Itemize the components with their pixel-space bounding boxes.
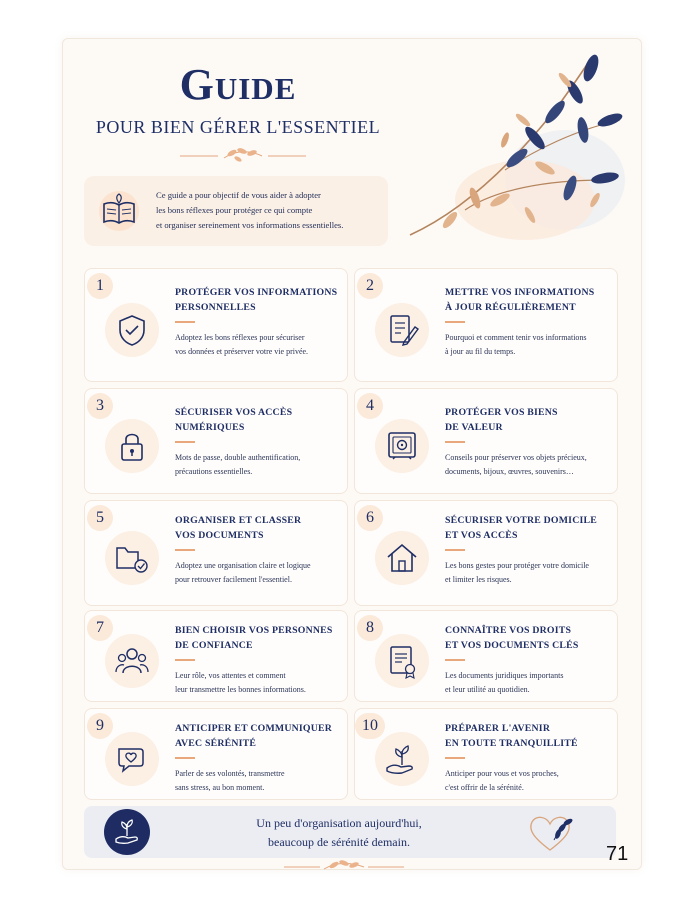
card-divider [175, 757, 195, 759]
card-description [175, 451, 343, 479]
card-divider [445, 321, 465, 323]
intro-text [156, 188, 382, 233]
card-description-line: pour retrouver facilement l'essentiel. [175, 575, 292, 584]
card-divider [445, 659, 465, 661]
card-divider [175, 549, 195, 551]
card-title-line: AVEC SÉRÉNITÉ [175, 738, 257, 749]
card-title [175, 513, 343, 543]
card-title-line: DE CONFIANCE [175, 640, 253, 651]
card-description-line: Parler de ses volontés, transmettre [175, 769, 285, 778]
hand-plant-badge-icon [104, 809, 150, 855]
topic-card [354, 500, 618, 606]
card-description-line: vos données et préserver votre vie privée. [175, 347, 309, 356]
card-description-line: documents, bijoux, œuvres, souvenirs… [445, 467, 574, 476]
card-divider [175, 321, 195, 323]
card-title-line: METTRE VOS INFORMATIONS [445, 287, 595, 298]
topic-card [84, 610, 348, 702]
card-title-line: ORGANISER ET CLASSER [175, 515, 302, 526]
card-number: 4 [357, 393, 383, 419]
card-divider [175, 441, 195, 443]
card-title [445, 285, 613, 315]
intro-line: Ce guide a pour objectif de vous aider à adopter [156, 190, 321, 200]
card-title-line: ET VOS ACCÈS [445, 530, 518, 541]
folder-check-icon [105, 531, 159, 585]
card-description-line: et limiter les risques. [445, 575, 512, 584]
card-number: 5 [87, 505, 113, 531]
footer-quote [214, 814, 464, 852]
open-book-icon [96, 190, 142, 232]
card-number: 2 [357, 273, 383, 299]
intro-line: et organiser sereinement vos informations essentielles. [156, 220, 344, 230]
intro-box [84, 176, 388, 246]
bottom-leaf-ornament-icon [284, 857, 404, 875]
safe-icon [375, 419, 429, 473]
card-description-line: à jour au fil du temps. [445, 347, 516, 356]
card-title [175, 721, 343, 751]
card-description [175, 669, 343, 697]
card-description-line: sans stress, au bon moment. [175, 783, 265, 792]
card-number: 10 [355, 713, 385, 739]
card-description-line: précautions essentielles. [175, 467, 253, 476]
card-description [175, 767, 343, 795]
card-title-line: PERSONNELLES [175, 302, 256, 313]
card-description-line: Conseils pour préserver vos objets précieux, [445, 453, 587, 462]
card-number: 8 [357, 615, 383, 641]
page-number: 71 [606, 843, 629, 865]
page-subtitle: POUR BIEN GÉRER L'ESSENTIEL [95, 117, 381, 137]
card-description [445, 451, 613, 479]
card-description-line: leur transmettre les bonnes informations. [175, 685, 306, 694]
topic-card [354, 708, 618, 800]
card-description [445, 669, 613, 697]
card-title [445, 721, 613, 751]
card-description-line: Adoptez une organisation claire et logique [175, 561, 311, 570]
padlock-icon [105, 419, 159, 473]
footer-line: Un peu d'organisation aujourd'hui, [256, 816, 422, 830]
topic-card [354, 610, 618, 702]
shield-check-icon [105, 303, 159, 357]
card-title-line: PRÉPARER L'AVENIR [445, 723, 551, 734]
document-pen-icon [375, 303, 429, 357]
card-divider [445, 757, 465, 759]
card-description-line: Anticiper pour vous et vos proches, [445, 769, 559, 778]
card-description [445, 331, 613, 359]
card-number: 6 [357, 505, 383, 531]
card-description-line: Mots de passe, double authentification, [175, 453, 301, 462]
heart-leaves-icon [524, 810, 576, 854]
card-title [175, 285, 343, 315]
card-title-line: SÉCURISER VOTRE DOMICILE [445, 515, 597, 526]
card-divider [175, 659, 195, 661]
card-description-line: Pourquoi et comment tenir vos informations [445, 333, 587, 342]
card-description [175, 331, 343, 359]
topic-card [84, 268, 348, 382]
card-description-line: Leur rôle, vos attentes et comment [175, 671, 286, 680]
card-title [175, 405, 343, 435]
card-title [445, 513, 613, 543]
topic-card [84, 388, 348, 494]
card-title [175, 623, 343, 653]
topic-card [354, 388, 618, 494]
house-icon [375, 531, 429, 585]
card-description-line: Les bons gestes pour protéger votre domicile [445, 561, 589, 570]
card-description-line: et leur utilité au quotidien. [445, 685, 530, 694]
speech-heart-icon [105, 732, 159, 786]
card-description [445, 767, 613, 795]
card-number: 9 [87, 713, 113, 739]
card-divider [445, 549, 465, 551]
certificate-icon [375, 634, 429, 688]
card-description [445, 559, 613, 587]
topic-card [354, 268, 618, 382]
card-title [445, 405, 613, 435]
card-title-line: NUMÉRIQUES [175, 422, 245, 433]
card-title-line: ANTICIPER ET COMMUNIQUER [175, 723, 333, 734]
card-title [445, 623, 613, 653]
card-description-line: Adoptez les bons réflexes pour sécuriser [175, 333, 305, 342]
card-title-line: VOS DOCUMENTS [175, 530, 264, 541]
card-number: 1 [87, 273, 113, 299]
card-title-line: CONNAÎTRE VOS DROITS [445, 625, 572, 636]
topic-card [84, 708, 348, 800]
card-title-line: EN TOUTE TRANQUILLITÉ [445, 738, 578, 749]
card-description-line: Les documents juridiques importants [445, 671, 564, 680]
card-description-line: c'est offrir de la sérénité. [445, 783, 524, 792]
hand-plant-icon [375, 732, 429, 786]
card-description [175, 559, 343, 587]
topic-card [84, 500, 348, 606]
card-title-line: PROTÉGER VOS BIENS [445, 407, 558, 418]
page-title: Guide [179, 60, 297, 109]
card-title-line: DE VALEUR [445, 422, 503, 433]
card-number: 7 [87, 615, 113, 641]
botanical-branch-illustration [405, 50, 635, 250]
leaf-ornament-icon [180, 144, 306, 166]
card-title-line: À JOUR RÉGULIÈREMENT [445, 302, 576, 313]
people-icon [105, 634, 159, 688]
intro-line: les bons réflexes pour protéger ce qui compte [156, 205, 313, 215]
card-title-line: PROTÉGER VOS INFORMATIONS [175, 287, 338, 298]
card-number: 3 [87, 393, 113, 419]
footer-banner [84, 806, 616, 858]
card-title-line: SÉCURISER VOS ACCÈS [175, 407, 293, 418]
card-title-line: BIEN CHOISIR VOS PERSONNES [175, 625, 333, 636]
footer-line: beaucoup de sérénité demain. [268, 835, 410, 849]
card-title-line: ET VOS DOCUMENTS CLÉS [445, 640, 579, 651]
card-divider [445, 441, 465, 443]
